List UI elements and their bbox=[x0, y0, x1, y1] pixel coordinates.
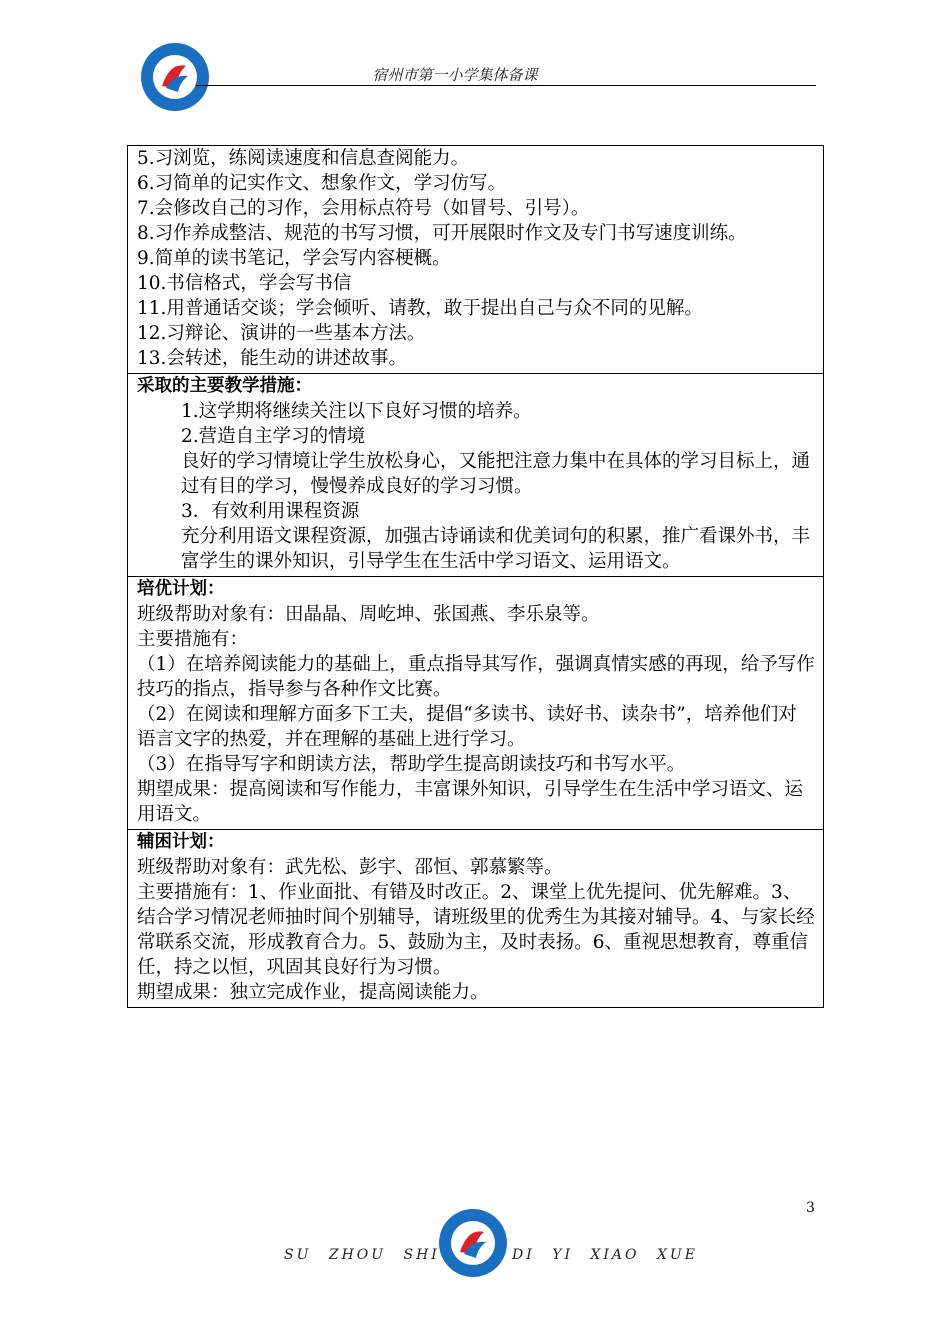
measures-cell bbox=[128, 374, 824, 577]
footer-text-left: SU ZHOU SHI bbox=[284, 1247, 440, 1263]
goal-item: 9.简单的读书笔记，学会写内容梗概。 bbox=[137, 248, 451, 269]
goal-item: 13.会转述，能生动的讲述故事。 bbox=[137, 348, 407, 369]
support-item: 期望成果：独立完成作业，提高阅读能力。 bbox=[137, 982, 489, 1003]
goal-item: 8.习作养成整洁、规范的书写习惯，可开展限时作文及专门书写速度训练。 bbox=[137, 223, 747, 244]
school-logo bbox=[140, 42, 210, 112]
table-row bbox=[128, 830, 824, 1008]
table-row bbox=[128, 374, 824, 577]
page-number: 3 bbox=[806, 1200, 815, 1216]
measures-heading: 采取的主要教学措施： bbox=[137, 376, 312, 396]
goal-item: 6.习简单的记实作文、想象作文，学习仿写。 bbox=[137, 173, 507, 194]
goal-item: 5.习浏览，练阅读速度和信息查阅能力。 bbox=[137, 148, 470, 169]
excellence-item: （2）在阅读和理解方面多下工夫，提倡“多读书、读好书、读杂书”，培养他们对语言文字的热爱，并在理解的基础上进行学习。 bbox=[137, 704, 797, 750]
header-rule bbox=[196, 85, 816, 86]
excellence-item: 期望成果：提高阅读和写作能力，丰富课外知识，引导学生在生活中学习语文、运用语文。 bbox=[137, 779, 804, 825]
goal-item: 11.用普通话交谈；学会倾听、请教，敢于提出自己与众不同的见解。 bbox=[137, 298, 703, 319]
excellence-item: （1）在培养阅读能力的基础上，重点指导其写作，强调真情实感的再现，给予写作技巧的指点，指导参与各种作文比赛。 bbox=[137, 654, 815, 700]
goals-cell bbox=[128, 146, 824, 374]
measure-item: 良好的学习情境让学生放松身心，又能把注意力集中在具体的学习目标上，通过有目的学习，慢慢养成良好的学习习惯。 bbox=[181, 451, 811, 497]
excellence-cell bbox=[128, 577, 824, 830]
support-cell bbox=[128, 830, 824, 1008]
excellence-item: 班级帮助对象有：田晶晶、周屹坤、张国燕、李乐泉等。 bbox=[137, 604, 600, 625]
school-logo-footer bbox=[438, 1208, 508, 1278]
lesson-plan-table bbox=[127, 145, 824, 1008]
header-title: 宿州市第一小学集体备课 bbox=[372, 66, 538, 84]
excellence-item: 主要措施有： bbox=[137, 629, 249, 650]
measure-item: 充分利用语文课程资源，加强古诗诵读和优美词句的积累，推广看课外书，丰富学生的课外知识，引导学生在生活中学习语文、运用语文。 bbox=[181, 526, 811, 572]
excellence-item: （3）在指导写字和朗读方法，帮助学生提高朗读技巧和书写水平。 bbox=[137, 754, 686, 775]
table-row bbox=[128, 146, 824, 374]
support-item: 主要措施有：1、作业面批、有错及时改正。2、课堂上优先提问、优先解难。3、结合学习情况老师抽时间个别辅导，请班级里的优秀生为其接对辅导。4、与家长经常联系交流，形成教育合力。5、鼓励为主，及时表扬。6、重视思想教育，尊重信任，持之以恒，巩固其良好行为习惯。 bbox=[137, 882, 815, 978]
support-item: 班级帮助对象有：武先松、彭宇、邵恒、郭慕繁等。 bbox=[137, 857, 563, 878]
footer-text-right: DI YI XIAO XUE bbox=[512, 1247, 698, 1263]
table-row bbox=[128, 577, 824, 830]
excellence-heading: 培优计划： bbox=[137, 579, 225, 599]
measure-item: 2.营造自主学习的情境 bbox=[181, 426, 366, 447]
support-heading: 辅困计划： bbox=[137, 832, 225, 852]
measure-item: 1.这学期将继续关注以下良好习惯的培养。 bbox=[181, 401, 532, 422]
goal-item: 12.习辩论、演讲的一些基本方法。 bbox=[137, 323, 426, 344]
goal-item: 7.会修改自己的习作，会用标点符号（如冒号、引号）。 bbox=[137, 198, 590, 219]
measure-item: 3．有效利用课程资源 bbox=[181, 501, 360, 522]
goal-item: 10.书信格式，学会写书信 bbox=[137, 273, 352, 294]
